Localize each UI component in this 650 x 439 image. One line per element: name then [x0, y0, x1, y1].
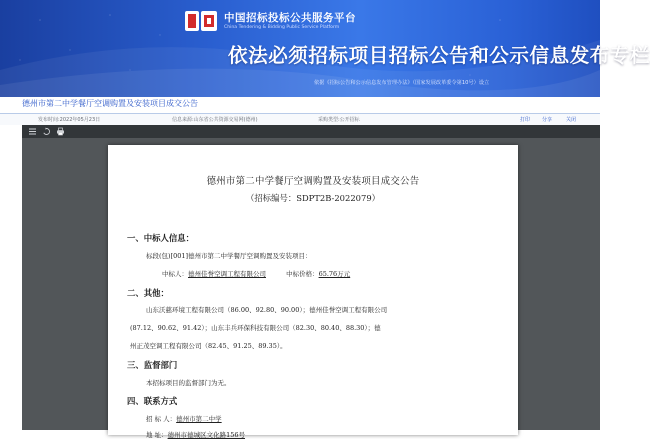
contact-address [146, 430, 245, 439]
address-value: 德州市德城区文化路156号 [167, 431, 245, 439]
platform-logo [184, 8, 218, 34]
site-subtitle: China Tendering & Bidding Public Service Platform [224, 25, 340, 30]
winner-price: 65.76万元 [318, 270, 351, 278]
share-link[interactable]: 分享 [542, 117, 553, 123]
print-link[interactable]: 打印 [520, 117, 531, 123]
section-contact-heading: 四、联系方式 [127, 396, 178, 406]
close-link[interactable]: 关闭 [566, 117, 577, 123]
publish-date: 发布时间:2022年05月23日 [38, 117, 101, 123]
section-winner-heading: 一、中标人信息： [127, 233, 194, 243]
banner-slogan: 依法必须招标项目招标公告和公示信息发布专栏 [228, 44, 650, 67]
doc-bid-code: （招标编号：SDPT2B-2022079） [245, 193, 381, 203]
notice-meta-row [0, 114, 600, 125]
notice-title-bar [0, 97, 600, 113]
price-label: 中标价格： [286, 270, 319, 278]
supervision-text: 本招标项目的监督部门为无。 [146, 379, 231, 387]
pdf-toolbar [22, 125, 600, 138]
winner-label: 中标人： [162, 270, 188, 278]
rotate-icon[interactable] [42, 127, 51, 136]
site-name: 中国招标投标公共服务平台 [224, 12, 356, 24]
pdf-viewer [22, 125, 600, 439]
print-icon[interactable] [56, 127, 65, 136]
other-line-1: 山东沃慈环境工程有限公司（86.00、92.80、90.00）；德州佳誉空调工程有限公司 [146, 306, 388, 314]
address-label: 地 址： [146, 431, 168, 439]
lot-description: 标段(包)[001]德州市第二中学餐厅空调购置及安装项目： [146, 252, 312, 260]
winner-name: 德州佳誉空调工程有限公司 [188, 270, 266, 278]
site-banner [0, 0, 650, 97]
section-other-heading: 二、其他： [127, 288, 169, 298]
sidebar-icon[interactable] [28, 127, 37, 136]
contact-tenderer [146, 414, 222, 423]
tenderer-value: 德州市第二中学 [176, 415, 222, 423]
other-line-2: (87.12、90.62、91.42）；山东丰兵环保科技有限公司（82.30、80.40、88.30）；德 [130, 324, 381, 332]
other-line-3: 州正茂空调工程有限公司（82.45、91.25、89.35）。 [130, 342, 287, 350]
pdf-page [108, 145, 518, 439]
section-supervision-heading: 三、监督部门 [127, 360, 178, 370]
regulation-basis: 依据《招标公告和公示信息发布管理办法》（国家发展改革委令第10号）设立 [314, 80, 490, 86]
tenderer-label: 招 标 人： [146, 415, 177, 423]
notice-title-link[interactable]: 德州市第二中学餐厅空调购置及安装项目成交公告 [22, 99, 198, 108]
winner-line [162, 269, 350, 278]
procurement-type: 采购类型:公开招标 [318, 117, 360, 123]
info-source: 信息来源:山东省公共资源交易网(德州) [172, 117, 258, 123]
doc-title: 德州市第二中学餐厅空调购置及安装项目成交公告 [206, 176, 420, 187]
